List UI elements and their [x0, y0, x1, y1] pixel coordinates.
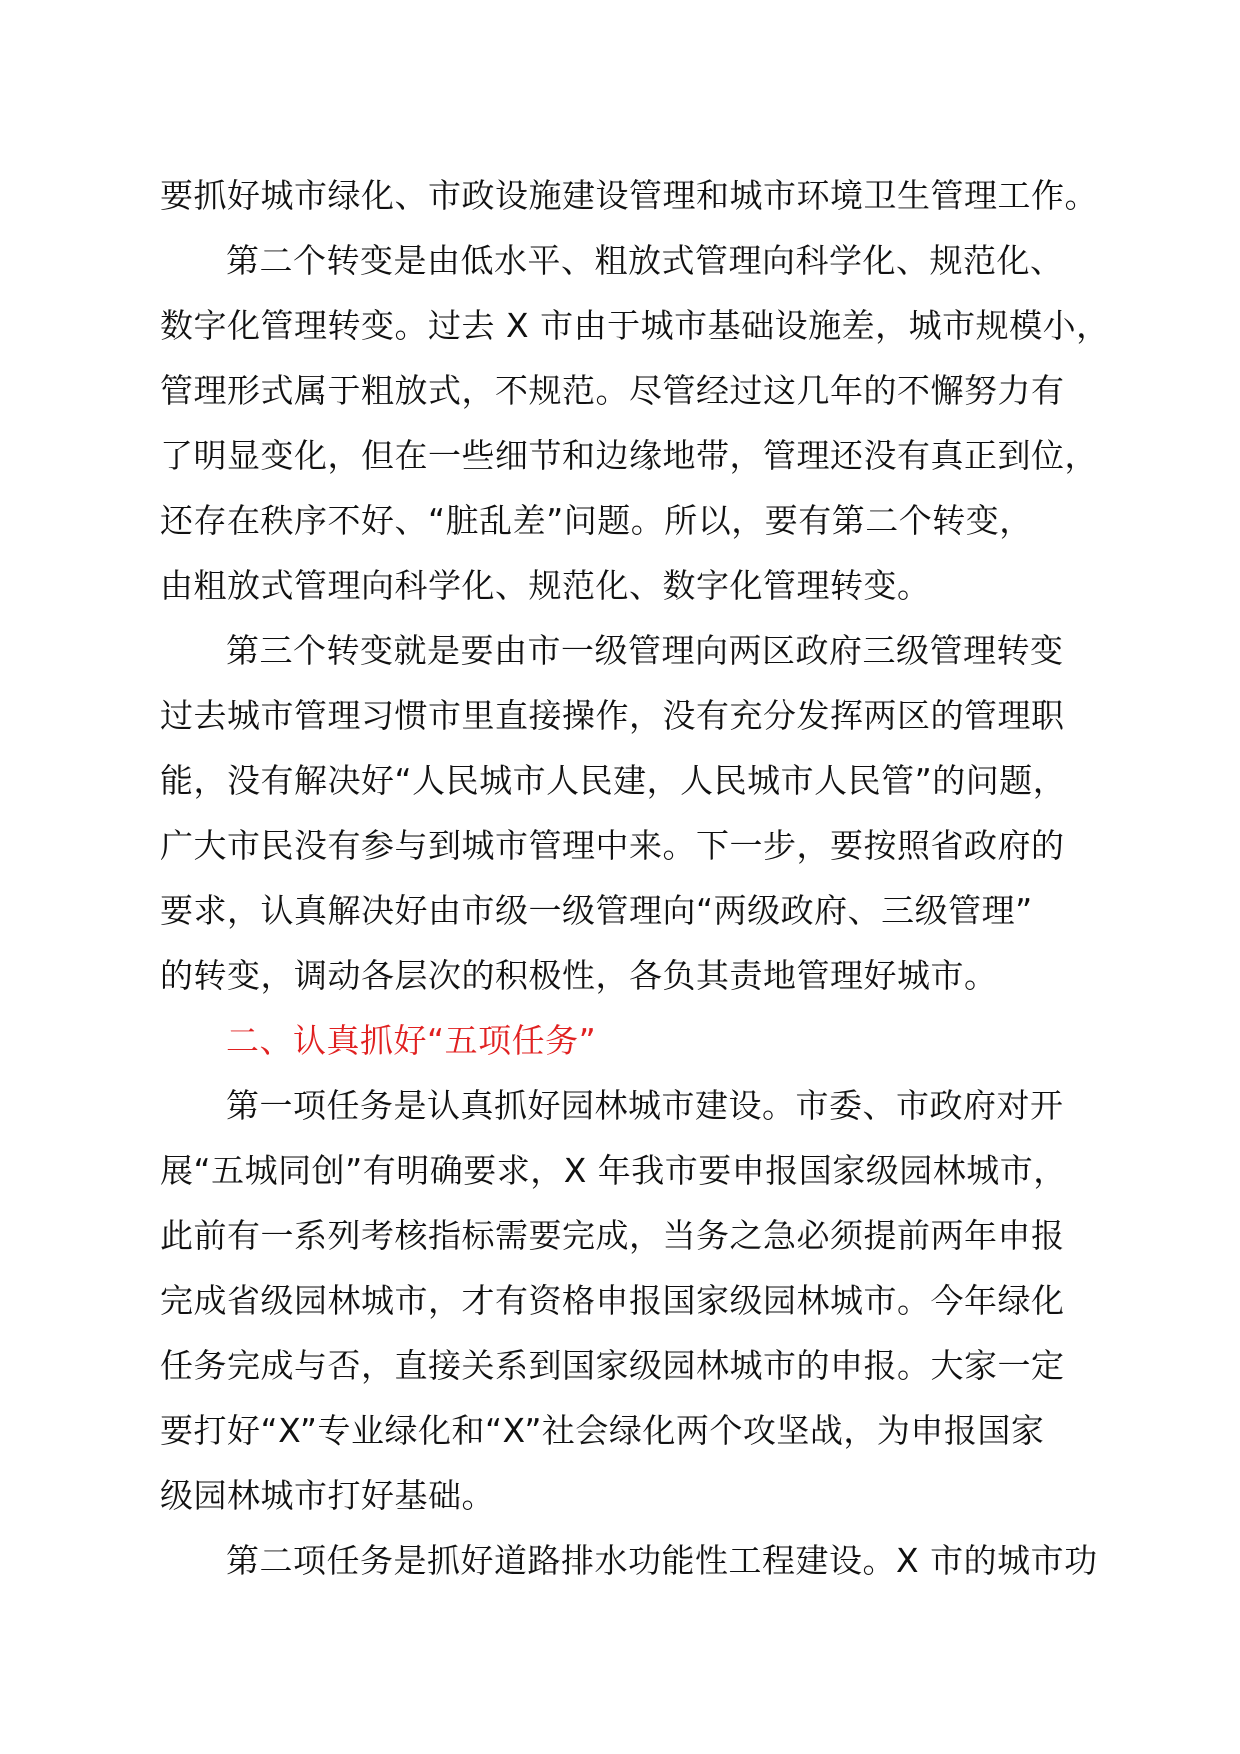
text-line: 级园林城市打好基础。: [160, 1476, 495, 1515]
paragraph-start-third-transformation: 第三个转变就是要由市一级管理向两区政府三级管理转变: [226, 631, 1064, 670]
text-line: 完成省级园林城市，才有资格申报国家级园林城市。今年绿化: [160, 1281, 1065, 1320]
paragraph-start-second-transformation: 第二个转变是由低水平、粗放式管理向科学化、规范化、: [226, 241, 1064, 280]
text-line: 了明显变化，但在一些细节和边缘地带，管理还没有真正到位，: [160, 436, 1098, 475]
text-line: 任务完成与否，直接关系到国家级园林城市的申报。大家一定: [160, 1346, 1065, 1385]
text-line: 要抓好城市绿化、市政设施建设管理和城市环境卫生管理工作。: [160, 176, 1098, 215]
text-line: 管理形式属于粗放式，不规范。尽管经过这几年的不懈努力有: [160, 371, 1065, 410]
text-line: 此前有一系列考核指标需要完成，当务之急必须提前两年申报: [160, 1216, 1065, 1255]
text-line: 数字化管理转变。过去 X 市由于城市基础设施差，城市规模小，: [160, 306, 1110, 345]
document-body: [160, 163, 1120, 1593]
text-line: 要求，认真解决好由市级一级管理向“两级政府、三级管理”: [160, 891, 1033, 930]
text-line: 的转变，调动各层次的积极性，各负其责地管理好城市。: [160, 956, 998, 995]
text-line: 展“五城同创”有明确要求，X 年我市要申报国家级园林城市，: [160, 1151, 1067, 1190]
text-line: 要打好“X”专业绿化和“X”社会绿化两个攻坚战，为申报国家: [160, 1411, 1045, 1450]
text-line: 能，没有解决好“人民城市人民建，人民城市人民管”的问题，: [160, 761, 1067, 800]
text-line: 由粗放式管理向科学化、规范化、数字化管理转变。: [160, 566, 931, 605]
text-line: 过去城市管理习惯市里直接操作，没有充分发挥两区的管理职: [160, 696, 1065, 735]
paragraph-start-first-task: 第一项任务是认真抓好园林城市建设。市委、市政府对开: [226, 1086, 1064, 1125]
text-line: 广大市民没有参与到城市管理中来。下一步，要按照省政府的: [160, 826, 1065, 865]
paragraph-start-second-task: 第二项任务是抓好道路排水功能性工程建设。X 市的城市功: [226, 1541, 1098, 1580]
section-heading: 二、认真抓好“五项任务”: [226, 1021, 597, 1060]
text-line: 还存在秩序不好、“脏乱差”问题。所以，要有第二个转变，: [160, 501, 1033, 540]
